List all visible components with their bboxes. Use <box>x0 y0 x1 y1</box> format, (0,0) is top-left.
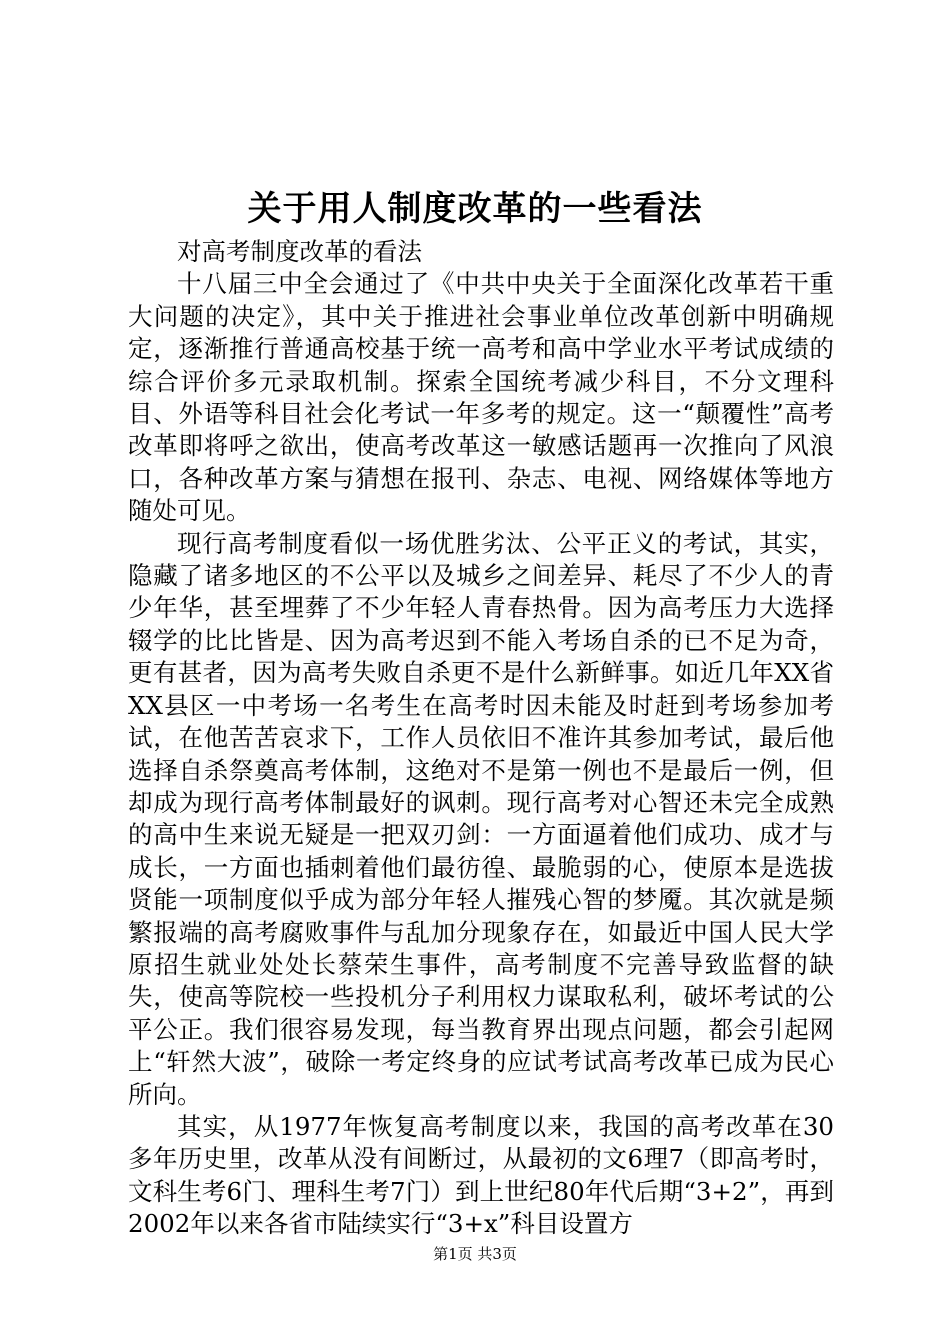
page-number-footer: 第1页 共3页 <box>433 1245 517 1263</box>
body-paragraph: 其实，从1977年恢复高考制度以来，我国的高考改革在30多年历史里，改革从没有间断过，从最初的文6理7（即高考时，文科生考6门、理科生考7门）到上世纪80年代后期“3+2”，再到2002年以来各省市陆续实行“3+x”科目设置方 <box>128 1111 834 1239</box>
document-title: 关于用人制度改革的一些看法 <box>247 189 703 229</box>
body-paragraph: 现行高考制度看似一场优胜劣汰、公平正义的考试，其实，隐藏了诸多地区的不公平以及城乡之间差异、耗尽了不少人的青少年华，甚至埋葬了不少年轻人青春热骨。因为高考压力大选择辍学的比比皆是、因为高考迟到不能入考场自杀的已不足为奇，更有甚者，因为高考失败自杀更不是什么新鲜事。如近几年XX省XX县区一中考场一名考生在高考时因未能及时赶到考场参加考试，在他苦苦哀求下，工作人员依旧不准许其参加考试，最后他选择自杀祭奠高考体制，这绝对不是第一例也不是最后一例，但却成为现行高考体制最好的讽刺。现行高考对心智还未完全成熟的高中生来说无疑是一把双刃剑：一方面逼着他们成功、成才与成长，一方面也插刺着他们最彷徨、最脆弱的心，使原本是选拔贤能一项制度似乎成为部分年轻人摧残心智的梦魇。其次就是频繁报端的高考腐败事件与乱加分现象存在，如最近中国人民大学原招生就业处处长蔡荣生事件，高考制度不完善导致监督的缺失，使高等院校一些投机分子利用权力谋取私利，破坏考试的公平公正。我们很容易发现，每当教育界出现点问题，都会引起网上“轩然大波”，破除一考定终身的应试考试高考改革已成为民心所向。 <box>128 528 834 1109</box>
document-body <box>128 236 834 1241</box>
body-paragraph: 十八届三中全会通过了《中共中央关于全面深化改革若干重大问题的决定》，其中关于推进社会事业单位改革创新中明确规定，逐渐推行普通高校基于统一高考和高中学业水平考试成绩的综合评价多元录取机制。探索全国统考减少科目，不分文理科目、外语等科目社会化考试一年多考的规定。这一“颠覆性”高考改革即将呼之欲出，使高考改革这一敏感话题再一次推向了风浪口，各种改革方案与猜想在报刊、杂志、电视、网络媒体等地方随处可见。 <box>128 269 834 526</box>
subtitle-paragraph: 对高考制度改革的看法 <box>177 237 422 266</box>
